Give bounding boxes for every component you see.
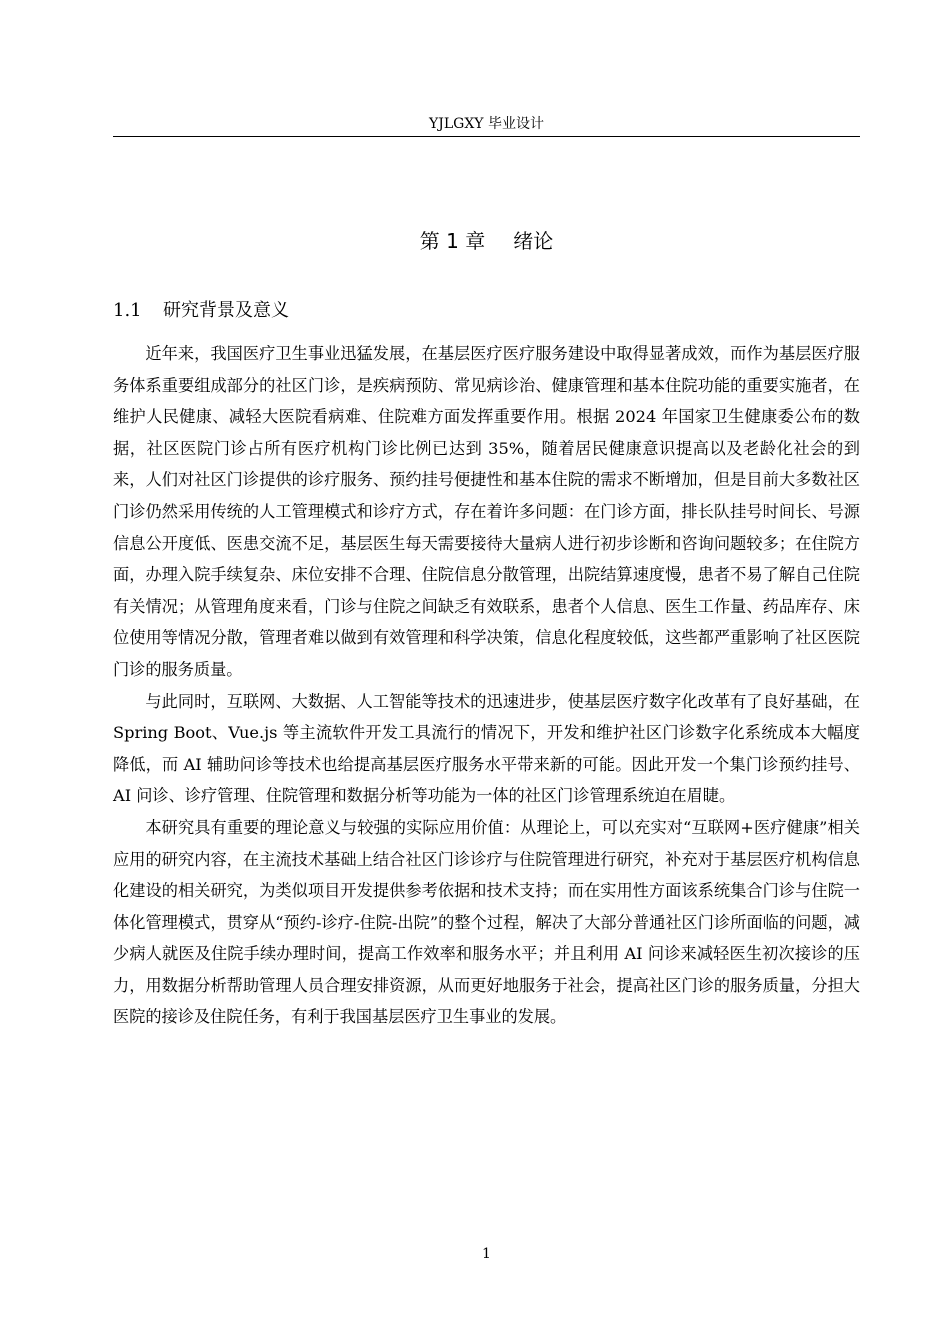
section-number: 1.1 xyxy=(113,300,142,321)
paragraph-technology: 与此同时，互联网、大数据、人工智能等技术的迅速进步，使基层医疗数字化改革有了良好基础，在 Spring Boot、Vue.js 等主流软件开发工具流行的情况下，开发和维护社区门诊数字化系统成本大幅度降低，而 AI 辅助问诊等技术也给提高基层医疗服务水平带来新的可能。因此开发一个集门诊预约挂号、AI 问诊、诊疗管理、住院管理和数据分析等功能为一体的社区门诊管理系统迫在眉睫。 xyxy=(113,691,860,806)
paragraph-background: 近年来，我国医疗卫生事业迅猛发展，在基层医疗医疗服务建设中取得显著成效，而作为基层医疗服务体系重要组成部分的社区门诊，是疾病预防、常见病诊治、健康管理和基本住院功能的重要实施者，在维护人民健康、减轻大医院看病难、住院难方面发挥重要作用。根据 2024 年国家卫生健康委公布的数据，社区医院门诊占所有医疗机构门诊比例已达到 35%，随着居民健康意识提高以及老龄化社会的到来，人们对社区门诊提供的诊疗服务、预约挂号便捷性和基本住院的需求不断增加，但是目前大多数社区门诊仍然采用传统的人工管理模式和诊疗方式，存在着许多问题：在门诊方面，排长队挂号时间长、号源信息公开度低、医患交流不足，基层医生每天需要接待大量病人进行初步诊断和咨询问题较多；在住院方面，办理入院手续复杂、床位安排不合理、住院信息分散管理，出院结算速度慢，患者不易了解自己住院有关情况；从管理角度来看，门诊与住院之间缺乏有效联系，患者个人信息、医生工作量、药品库存、床位使用等情况分散，管理者难以做到有效管理和科学决策，信息化程度较低，这些都严重影响了社区医院门诊的服务质量。 xyxy=(113,344,860,679)
page-header: YJLGXY 毕业设计 xyxy=(429,116,544,132)
header-rule xyxy=(113,136,860,137)
section-name: 研究背景及意义 xyxy=(163,300,289,321)
paragraph-significance: 本研究具有重要的理论意义与较强的实际应用价值：从理论上，可以充实对“互联网+医疗健康”相关应用的研究内容，在主流技术基础上结合社区门诊诊疗与住院管理进行研究，补充对于基层医疗机构信息化建设的相关研究，为类似项目开发提供参考依据和技术支持；而在实用性方面该系统集合门诊与住院一体化管理模式，贯穿从“预约-诊疗-住院-出院”的整个过程，解决了大部分普通社区门诊所面临的问题，减少病人就医及住院手续办理时间，提高工作效率和服务水平；并且利用 AI 问诊来减轻医生初次接诊的压力，用数据分析帮助管理人员合理安排资源，从而更好地服务于社会，提高社区门诊的服务质量，分担大医院的接诊及住院任务，有利于我国基层医疗卫生事业的发展。 xyxy=(113,817,860,1027)
body-text xyxy=(113,338,860,1033)
chapter-title xyxy=(113,226,860,256)
page-number: 1 xyxy=(482,1246,491,1262)
chapter-name: 绪论 xyxy=(513,229,554,253)
chapter-number: 第 1 章 xyxy=(419,229,486,253)
section-title xyxy=(113,297,289,325)
